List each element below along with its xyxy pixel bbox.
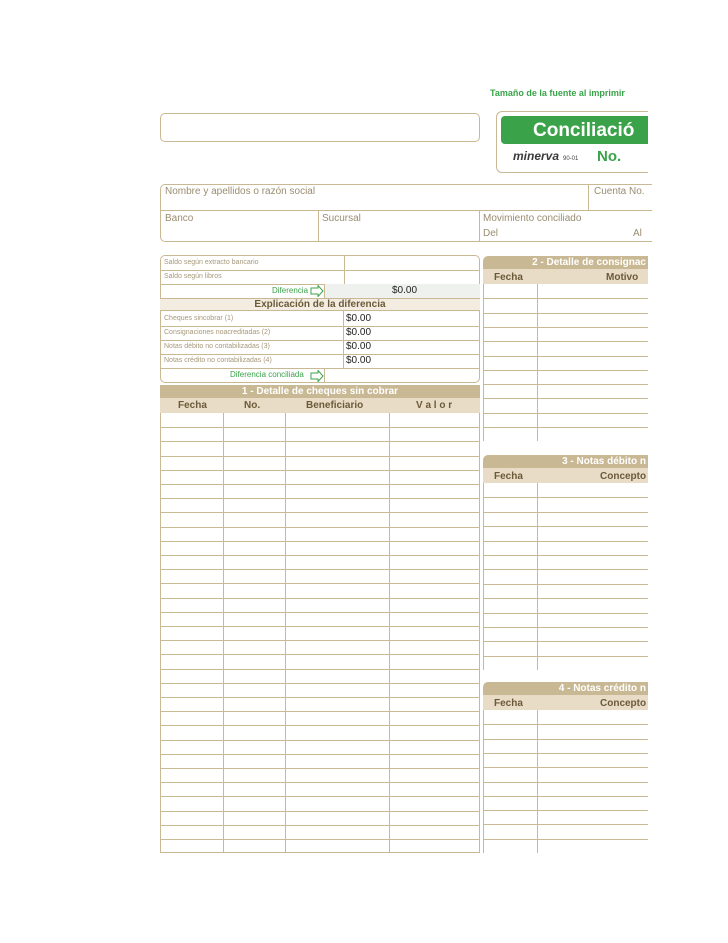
from-label: Del — [483, 228, 499, 239]
section4-title: 4 - Notas crédito n — [483, 682, 648, 695]
grid-row-line — [161, 612, 479, 613]
brand-name: minerva — [513, 149, 560, 163]
grid-row-line — [484, 569, 648, 570]
item-line-2 — [160, 340, 480, 341]
grid-row-line — [484, 613, 648, 614]
grid-row-line — [484, 497, 648, 498]
grid-row-line — [484, 796, 648, 797]
grid-col-line — [537, 284, 538, 441]
grid-row-line — [161, 441, 479, 442]
difference-arrow-icon — [310, 285, 324, 297]
grid-row-line — [161, 626, 479, 627]
grid-row-line — [484, 839, 648, 840]
difference-value: $0.00 — [392, 285, 418, 296]
branch-label: Sucursal — [322, 213, 361, 224]
section2-col-motivo: Motivo — [606, 272, 639, 283]
grid-col-line — [285, 413, 286, 852]
item-label-1: Cheques sincobrar (1) — [164, 315, 234, 322]
item-label-3: Notas débito no contabilizadas (3) — [164, 343, 270, 350]
grid-row-line — [161, 598, 479, 599]
grid-row-line — [161, 669, 479, 670]
section1-title: 1 - Detalle de cheques sin cobrar — [160, 385, 480, 398]
grid-row-line — [161, 725, 479, 726]
grid-row-line — [161, 782, 479, 783]
section1-col-valor: V a l o r — [416, 400, 453, 411]
grid-row-line — [161, 512, 479, 513]
grid-row-line — [161, 768, 479, 769]
grid-col-line — [537, 483, 538, 670]
grid-row-line — [161, 541, 479, 542]
section2-title: 2 - Detalle de consignac — [483, 256, 648, 269]
grid-row-line — [484, 739, 648, 740]
form-code: 90-01 — [563, 156, 579, 162]
grid-row-line — [161, 811, 479, 812]
grid-row-line — [161, 456, 479, 457]
grid-row-line — [484, 584, 648, 585]
item-value-4: $0.00 — [346, 355, 372, 366]
movement-label: Movimiento conciliado — [483, 213, 582, 224]
company-box[interactable] — [160, 113, 480, 142]
grid-col-line — [389, 413, 390, 852]
books-balance-value[interactable] — [344, 270, 479, 284]
section2-col-fecha: Fecha — [494, 272, 523, 283]
grid-row-line — [161, 527, 479, 528]
account-label: Cuenta No. — [594, 186, 645, 197]
grid-row-line — [484, 641, 648, 642]
reconciled-divider — [324, 368, 325, 383]
logo-title-bar — [501, 116, 648, 144]
grid-row-line — [161, 754, 479, 755]
section2-grid[interactable] — [483, 284, 648, 441]
section1-col-beneficiario: Beneficiario — [306, 400, 364, 411]
section3-grid[interactable] — [483, 483, 648, 670]
grid-row-line — [484, 384, 648, 385]
grid-row-line — [161, 498, 479, 499]
item-line-4 — [160, 368, 480, 369]
difference-label: Diferencia — [272, 286, 309, 295]
grid-row-line — [484, 753, 648, 754]
grid-row-line — [484, 526, 648, 527]
grid-row-line — [161, 825, 479, 826]
item-value-3: $0.00 — [346, 341, 372, 352]
grid-col-line — [223, 413, 224, 852]
grid-row-line — [161, 654, 479, 655]
section1-col-no: No. — [244, 400, 261, 411]
grid-row-line — [484, 341, 648, 342]
font-size-note: Tamaño de la fuente al imprimir — [490, 88, 625, 98]
logo-block — [496, 111, 648, 173]
branch-divider — [318, 210, 319, 242]
movement-divider — [479, 210, 480, 242]
item-value-2: $0.00 — [346, 327, 372, 338]
grid-row-line — [484, 427, 648, 428]
grid-row-line — [484, 541, 648, 542]
item-value-1: $0.00 — [346, 313, 372, 324]
grid-row-line — [484, 555, 648, 556]
grid-row-line — [484, 724, 648, 725]
grid-row-line — [161, 484, 479, 485]
grid-row-line — [484, 413, 648, 414]
grid-row-line — [484, 656, 648, 657]
grid-row-line — [161, 697, 479, 698]
grid-row-line — [484, 298, 648, 299]
number-label: No. — [597, 148, 622, 165]
name-label: Nombre y apellidos o razón social — [165, 186, 316, 197]
grid-row-line — [161, 583, 479, 584]
section1-grid[interactable] — [160, 413, 480, 853]
to-label: Al — [633, 228, 642, 239]
account-divider — [588, 184, 589, 210]
grid-row-line — [161, 470, 479, 471]
grid-row-line — [161, 796, 479, 797]
bank-balance-label: Saldo según extracto bancario — [164, 259, 259, 266]
grid-row-line — [161, 640, 479, 641]
reconciled-label: Diferencia conciliada — [230, 370, 304, 379]
section1-col-fecha: Fecha — [178, 400, 207, 411]
item-line-1 — [160, 326, 480, 327]
grid-row-line — [484, 356, 648, 357]
section3-title: 3 - Notas débito n — [483, 455, 648, 468]
grid-row-line — [484, 767, 648, 768]
bank-label: Banco — [165, 213, 194, 224]
grid-row-line — [161, 555, 479, 556]
item-label-2: Consignaciones noacreditadas (2) — [164, 329, 271, 336]
grid-row-line — [484, 370, 648, 371]
logo-title: Conciliació — [533, 120, 635, 141]
grid-row-line — [484, 824, 648, 825]
grid-row-line — [161, 427, 479, 428]
grid-row-line — [484, 810, 648, 811]
section3-col-concepto: Concepto — [600, 471, 647, 482]
section4-col-concepto: Concepto — [600, 698, 647, 709]
grid-row-line — [484, 327, 648, 328]
section4-grid[interactable] — [483, 710, 648, 853]
grid-row-line — [161, 711, 479, 712]
grid-row-line — [161, 740, 479, 741]
grid-row-line — [161, 683, 479, 684]
info-divider — [160, 210, 652, 211]
item-label-4: Notas crédito no contabilizadas (4) — [164, 357, 272, 364]
grid-row-line — [484, 512, 648, 513]
bank-balance-value[interactable] — [344, 256, 479, 270]
grid-row-line — [484, 782, 648, 783]
grid-row-line — [484, 627, 648, 628]
items-divider — [343, 311, 344, 369]
reconciled-arrow-icon — [310, 370, 324, 382]
grid-row-line — [161, 839, 479, 840]
grid-row-line — [484, 398, 648, 399]
grid-row-line — [161, 569, 479, 570]
explanation-title: Explicación de la diferencia — [254, 299, 386, 310]
grid-row-line — [484, 313, 648, 314]
books-balance-label: Saldo según libros — [164, 273, 222, 280]
section3-col-fecha: Fecha — [494, 471, 523, 482]
grid-row-line — [484, 598, 648, 599]
item-line-3 — [160, 354, 480, 355]
grid-col-line — [537, 710, 538, 853]
section4-col-fecha: Fecha — [494, 698, 523, 709]
